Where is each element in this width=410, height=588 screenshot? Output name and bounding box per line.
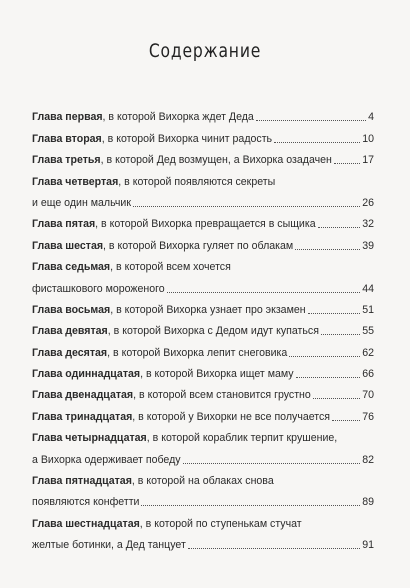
page-number: 51 — [362, 303, 374, 316]
toc-entry-continuation — [32, 189, 374, 210]
toc-entry — [32, 231, 374, 252]
toc-entry — [32, 146, 374, 167]
chapter-description: , в которой Вихорка чинит радость — [101, 132, 273, 145]
toc-entry — [32, 103, 374, 124]
chapter-heading: Глава двенадцатая — [32, 389, 134, 402]
chapter-description: , в которой всем становится грустно — [133, 389, 311, 402]
chapter-heading: Глава четырнадцатая — [32, 432, 147, 445]
chapter-description: желтые ботинки, а Дед танцует — [32, 539, 186, 552]
toc-entry-text — [32, 389, 311, 402]
chapter-heading: Глава третья — [32, 154, 101, 167]
toc-entry-continuation — [32, 531, 374, 552]
dot-leader — [318, 227, 361, 228]
page-number: 39 — [362, 239, 374, 252]
toc-entry-continuation — [32, 488, 374, 509]
toc-entry-text — [32, 432, 337, 445]
chapter-description: , в которой Вихорка с Дедом идут купаться — [107, 325, 319, 338]
chapter-heading: Глава четвертая — [32, 175, 119, 188]
toc-entry — [32, 167, 374, 188]
chapter-description: , в которой Вихорка ждет Деда — [102, 111, 254, 124]
chapter-description: , в которой по ступенькам стучат — [139, 517, 302, 530]
toc-entry — [32, 296, 374, 317]
toc-entry-text — [32, 197, 131, 210]
chapter-heading: Глава пятнадцатая — [32, 475, 132, 488]
dot-leader — [188, 548, 360, 549]
chapter-description: а Вихорка одерживает победу — [32, 453, 181, 466]
page-number: 76 — [362, 410, 374, 423]
dot-leader — [183, 463, 361, 464]
chapter-heading: Глава первая — [32, 111, 103, 124]
dot-leader — [256, 120, 366, 121]
toc-entry — [32, 509, 374, 530]
table-of-contents — [32, 103, 374, 552]
page-number: 66 — [362, 368, 374, 381]
chapter-description: , в которой всем хочется — [110, 261, 231, 274]
chapter-heading: Глава девятая — [32, 325, 108, 338]
dot-leader — [296, 377, 361, 378]
page-number: 26 — [362, 196, 374, 209]
toc-entry-text — [32, 411, 330, 424]
chapter-description: , в которой появляются секреты — [118, 175, 276, 188]
page-number: 62 — [362, 346, 374, 359]
chapter-description: , в которой на облаках снова — [131, 475, 274, 488]
chapter-description: появляются конфетти — [32, 496, 140, 509]
page-number: 89 — [362, 496, 374, 509]
dot-leader — [332, 420, 360, 421]
chapter-heading: Глава пятая — [32, 218, 96, 231]
dot-leader — [295, 249, 360, 250]
toc-entry-text — [32, 133, 272, 146]
dot-leader — [334, 163, 360, 164]
chapter-heading: Глава вторая — [32, 132, 102, 145]
toc-entry-text — [32, 347, 287, 360]
dot-leader — [133, 206, 360, 207]
chapter-description: , в которой у Вихорки не все получается — [132, 410, 331, 423]
chapter-heading: Глава седьмая — [32, 261, 111, 274]
dot-leader — [321, 334, 360, 335]
toc-entry — [32, 381, 374, 402]
toc-entry-text — [32, 368, 294, 381]
chapter-heading: Глава шестнадцатая — [32, 517, 140, 530]
toc-entry-text — [32, 176, 275, 189]
toc-entry-text — [32, 539, 186, 552]
toc-entry — [32, 210, 374, 231]
dot-leader — [141, 505, 360, 506]
toc-entry — [32, 467, 374, 488]
toc-entry-text — [32, 218, 316, 231]
chapter-description: , в которой Вихорка узнает про экзамен — [110, 303, 306, 316]
toc-entry — [32, 338, 374, 359]
page-number: 10 — [362, 132, 374, 145]
toc-entry — [32, 424, 374, 445]
page-number: 32 — [362, 218, 374, 231]
chapter-heading: Глава десятая — [32, 346, 108, 359]
toc-entry-continuation — [32, 274, 374, 295]
chapter-description: и еще один мальчик — [32, 196, 131, 209]
toc-entry — [32, 124, 374, 145]
chapter-description: , в которой Вихорка ищет маму — [140, 368, 294, 381]
page-number: 82 — [362, 453, 374, 466]
toc-entry-text — [32, 518, 302, 531]
toc-entry-text — [32, 496, 139, 509]
dot-leader — [308, 313, 361, 314]
chapter-description: фисташкового мороженого — [32, 282, 165, 295]
toc-entry — [32, 317, 374, 338]
chapter-heading: Глава шестая — [32, 239, 104, 252]
toc-entry-text — [32, 475, 274, 488]
page-number: 4 — [368, 111, 374, 124]
toc-entry-text — [32, 283, 165, 296]
chapter-description: , в которой кораблик терпит крушение, — [146, 432, 338, 445]
dot-leader — [274, 142, 360, 143]
chapter-heading: Глава одиннадцатая — [32, 368, 141, 381]
dot-leader — [289, 356, 360, 357]
toc-entry-text — [32, 240, 293, 253]
toc-entry-text — [32, 454, 181, 467]
toc-entry-continuation — [32, 445, 374, 466]
chapter-description: , в которой Вихорка лепит снеговика — [107, 346, 288, 359]
page-title: Содержание — [148, 40, 262, 62]
chapter-heading: Глава тринадцатая — [32, 410, 133, 423]
toc-entry — [32, 253, 374, 274]
toc-entry-text — [32, 261, 231, 274]
chapter-description: , в которой Вихорка превращается в сыщика — [95, 218, 316, 231]
chapter-description: , в которой Вихорка гуляет по облакам — [103, 239, 294, 252]
dot-leader — [313, 398, 360, 399]
toc-entry — [32, 402, 374, 423]
page-number: 91 — [362, 539, 374, 552]
toc-entry-text — [32, 304, 306, 317]
page-number: 44 — [362, 282, 374, 295]
dot-leader — [167, 292, 361, 293]
toc-entry — [32, 360, 374, 381]
chapter-heading: Глава восьмая — [32, 303, 111, 316]
toc-entry-text — [32, 325, 319, 338]
toc-entry-text — [32, 111, 254, 124]
toc-entry-text — [32, 154, 332, 167]
page-number: 17 — [362, 154, 374, 167]
page-number: 55 — [362, 325, 374, 338]
chapter-description: , в которой Дед возмущен, а Вихорка озадачен — [100, 154, 332, 167]
page-number: 70 — [362, 389, 374, 402]
